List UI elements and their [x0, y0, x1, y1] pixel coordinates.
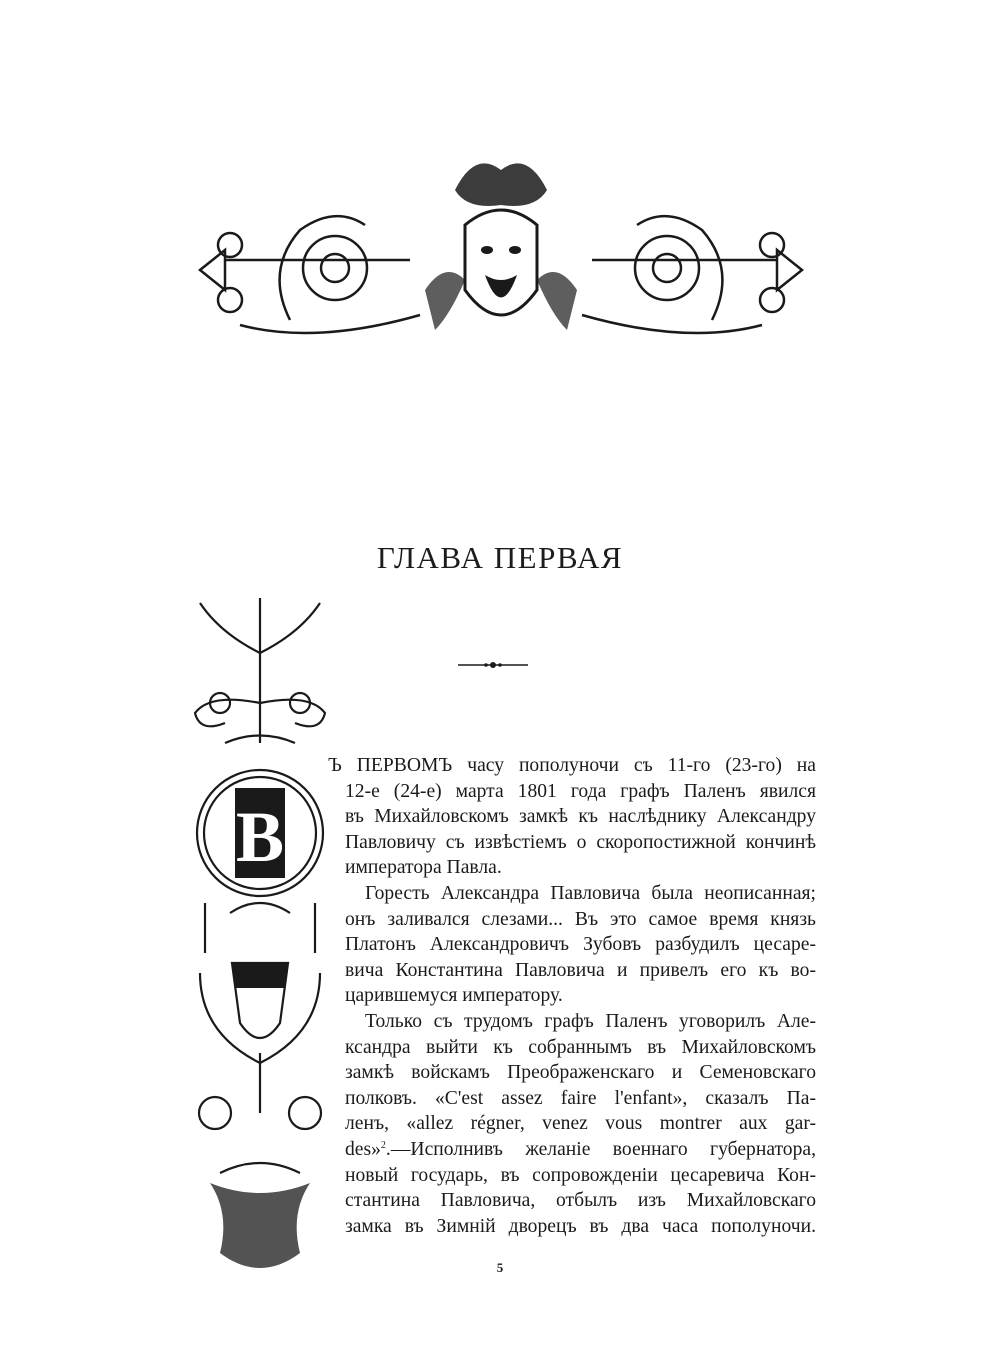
text-line: Павловичу съ извѣстіемъ о скоропостижной кончинѣ: [345, 831, 816, 853]
ornamental-rule-icon: [458, 660, 528, 670]
text-line: Только съ трудомъ графъ Паленъ уговорилъ Але-: [365, 1010, 816, 1032]
text-line: Горесть Александра Павловича была неописанная;: [365, 882, 816, 904]
text-line: замка въ Зимній дворецъ въ два часа пополуночи.: [345, 1215, 816, 1237]
text-line: императора Павла.: [345, 857, 502, 879]
text-line: Ъ ПЕРВОМЪ часу пополуночи съ 11-го (23-го) на: [328, 755, 816, 776]
text-line: 12-е (24-е) марта 1801 года графъ Паленъ явился: [345, 780, 816, 802]
initial-letter: В: [235, 797, 285, 877]
text-line: полковъ. «C'est assez faire l'enfant», сказалъ Па-: [345, 1087, 816, 1109]
text-line: ленъ, «allez régner, venez vous montrer aux gar-: [345, 1113, 816, 1135]
text-line: въ Михайловскомъ замкѣ къ наслѣднику Александру: [345, 806, 816, 828]
text-line: ксандра выйти къ собраннымъ въ Михайловскомъ: [345, 1036, 816, 1058]
text-line: вича Константина Павловича и привелъ его къ во-: [345, 959, 816, 981]
text-line: новый государь, въ сопровожденіи цесаревича Кон-: [345, 1164, 816, 1186]
text-line: замкѣ войскамъ Преображенскаго и Семеновскаго: [345, 1062, 816, 1084]
text-line: des»$^2$.—Исполнивъ желаніе военнаго губернатора,: [345, 1138, 816, 1160]
text-line: Платонъ Александровичъ Зубовъ разбудилъ цесаре-: [345, 934, 816, 956]
paragraph: [328, 881, 816, 1009]
ornamental-headpiece-icon: [195, 150, 807, 345]
chapter-body: [328, 753, 816, 1239]
footnote-ref[interactable]: 2: [380, 1139, 386, 1151]
paragraph: [328, 1009, 816, 1239]
text-line: онъ заливался слезами... Въ это самое время князь: [345, 908, 816, 930]
text-line: царившемуся императору.: [345, 985, 563, 1007]
decorated-initial-icon: [180, 593, 340, 1278]
chapter-title: ГЛАВА ПЕРВАЯ: [376, 540, 624, 575]
page-number: 5: [496, 1260, 504, 1275]
paragraph: [328, 753, 816, 881]
text-line: стантина Павловича, отбылъ изъ Михайловскаго: [345, 1190, 816, 1212]
